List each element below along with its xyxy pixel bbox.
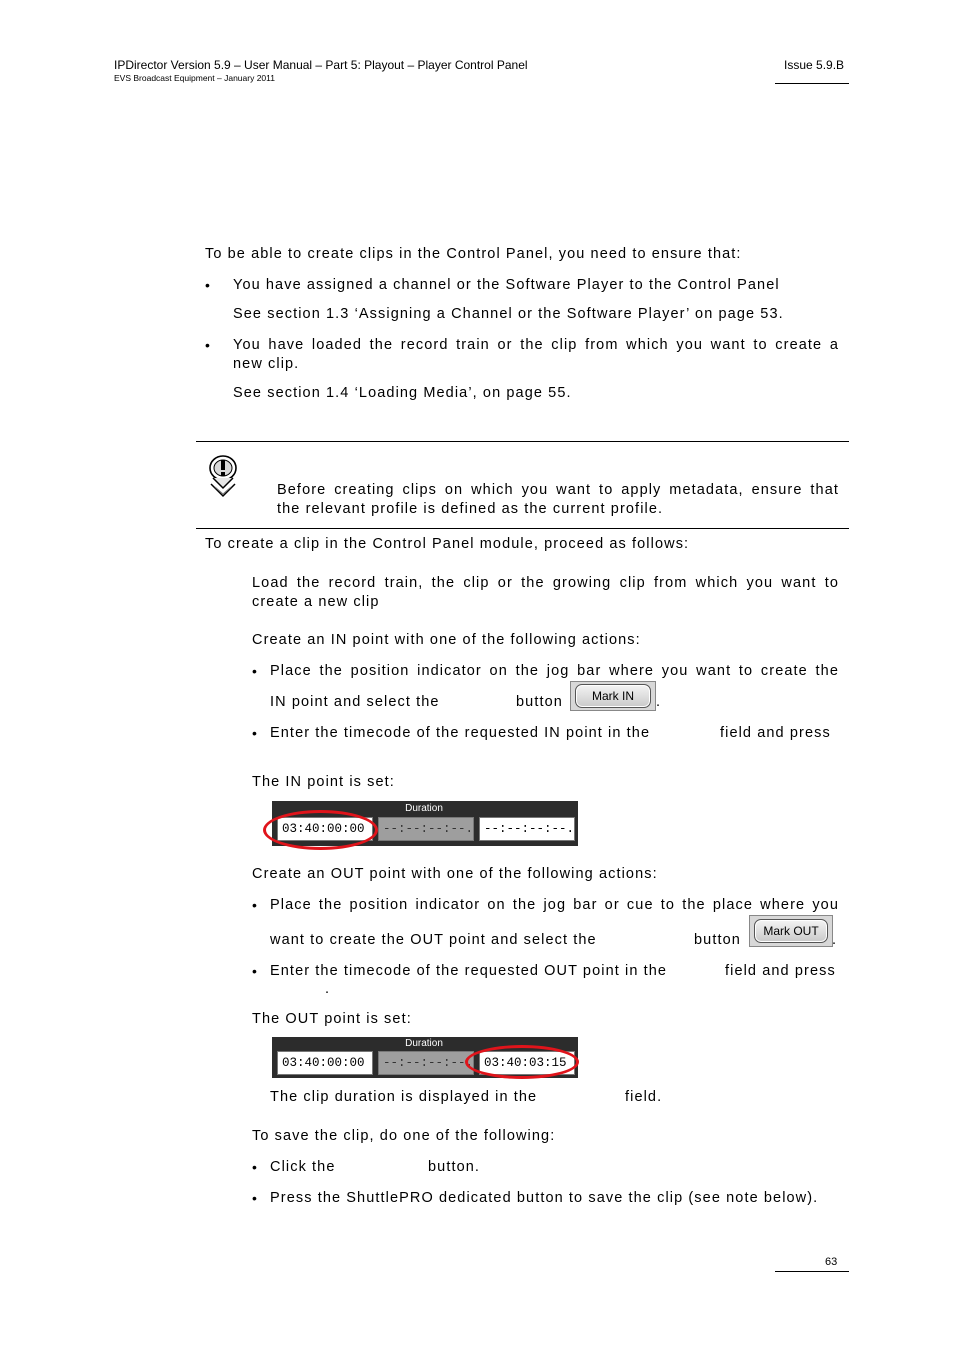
highlight-oval	[465, 1045, 579, 1079]
step2-b-pre: Enter the timecode of the requested IN point in the	[270, 725, 651, 741]
step2-a-period: .	[656, 694, 662, 710]
note-bottom-rule	[196, 528, 849, 529]
step1-line1: Load the record train, the clip or the growing clip from which you want to	[252, 575, 839, 591]
mark-out-button-label: Mark OUT	[754, 919, 828, 943]
step3-a-line2-post: button	[694, 932, 741, 948]
header-subtitle: EVS Broadcast Equipment – January 2011	[114, 73, 275, 83]
prereq-2-text-line1: You have loaded the record train or the clip from which you want to create a	[233, 337, 839, 353]
mark-out-button-image	[749, 915, 833, 947]
bullet: •	[252, 963, 257, 979]
step4-b: Press the ShuttlePRO dedicated button to save the clip (see note below).	[270, 1190, 819, 1206]
in-timecode-field[interactable]: 03:40:00:00	[277, 817, 373, 841]
step4-a-post: button.	[428, 1159, 481, 1175]
out-timecode-field[interactable]: 03:40:03:15	[479, 1051, 575, 1075]
prereq-2-text-line2: new clip.	[233, 356, 300, 372]
out-timecode-field[interactable]: --:--:--:--.	[479, 817, 575, 841]
duration-note-post: field.	[625, 1089, 663, 1105]
header-title: IPDirector Version 5.9 – User Manual – Part 5: Playout – Player Control Panel	[114, 58, 528, 72]
step2-title: Create an IN point with one of the following actions:	[252, 632, 641, 648]
step1-line2: create a new clip	[252, 594, 380, 610]
step3-a-line1: Place the position indicator on the jog bar or cue to the place where you	[270, 897, 839, 913]
step2-a-line2-post: button	[516, 694, 563, 710]
step3-a-line2-pre: want to create the OUT point and select the	[270, 932, 597, 948]
bullet: •	[252, 725, 257, 741]
duration-field: --:--:--:--.	[378, 1051, 474, 1075]
intro-text: To be able to create clips in the Control Panel, you need to ensure that:	[205, 246, 742, 262]
bullet: •	[205, 277, 210, 293]
step2-result: The IN point is set:	[252, 774, 395, 790]
duration-note-pre: The clip duration is displayed in the	[270, 1089, 538, 1105]
prereq-2-see: See section 1.4 ‘Loading Media’, on page 55.	[233, 385, 572, 401]
mark-in-button-image	[570, 681, 656, 711]
highlight-oval	[263, 810, 378, 850]
prereq-1-see: See section 1.3 ‘Assigning a Channel or the Software Player’ on page 53.	[233, 306, 784, 322]
duration-label: Duration	[405, 803, 443, 814]
step2-b-mid: field and press	[720, 725, 831, 741]
step3-b-mid: field and press	[725, 963, 836, 979]
header-issue: Issue 5.9.B	[784, 58, 845, 72]
bullet: •	[252, 1190, 257, 1206]
step2-a-line2-pre: IN point and select the	[270, 694, 440, 710]
duration-label: Duration	[405, 1038, 443, 1049]
step2-a-line1: Place the position indicator on the jog bar where you want to create the	[270, 663, 839, 679]
note-line1: Before creating clips on which you want to apply metadata, ensure that	[277, 482, 839, 498]
step4-a-pre: Click the	[270, 1159, 336, 1175]
in-timecode-field[interactable]: 03:40:00:00	[277, 1051, 373, 1075]
step3-result: The OUT point is set:	[252, 1011, 412, 1027]
step3-b-period: .	[325, 981, 331, 997]
bullet: •	[252, 897, 257, 913]
page-number: 63	[825, 1256, 838, 1268]
prereq-1-text: You have assigned a channel or the Software Player to the Control Panel	[233, 277, 780, 293]
step3-a-period: .	[832, 932, 838, 948]
mark-in-button-label: Mark IN	[575, 684, 651, 708]
bullet: •	[252, 663, 257, 679]
note-warning-icon	[205, 454, 241, 498]
duration-field: --:--:--:--.	[378, 817, 474, 841]
header-rule	[775, 83, 849, 84]
procedure-intro: To create a clip in the Control Panel module, proceed as follows:	[205, 536, 690, 552]
footer-rule	[775, 1271, 849, 1272]
step4-title: To save the clip, do one of the following:	[252, 1128, 556, 1144]
note-top-rule	[196, 441, 849, 442]
note-line2: the relevant profile is defined as the current profile.	[277, 501, 664, 517]
bullet: •	[252, 1159, 257, 1175]
step3-title: Create an OUT point with one of the following actions:	[252, 866, 658, 882]
step3-b-pre: Enter the timecode of the requested OUT point in the	[270, 963, 668, 979]
bullet: •	[205, 337, 210, 353]
